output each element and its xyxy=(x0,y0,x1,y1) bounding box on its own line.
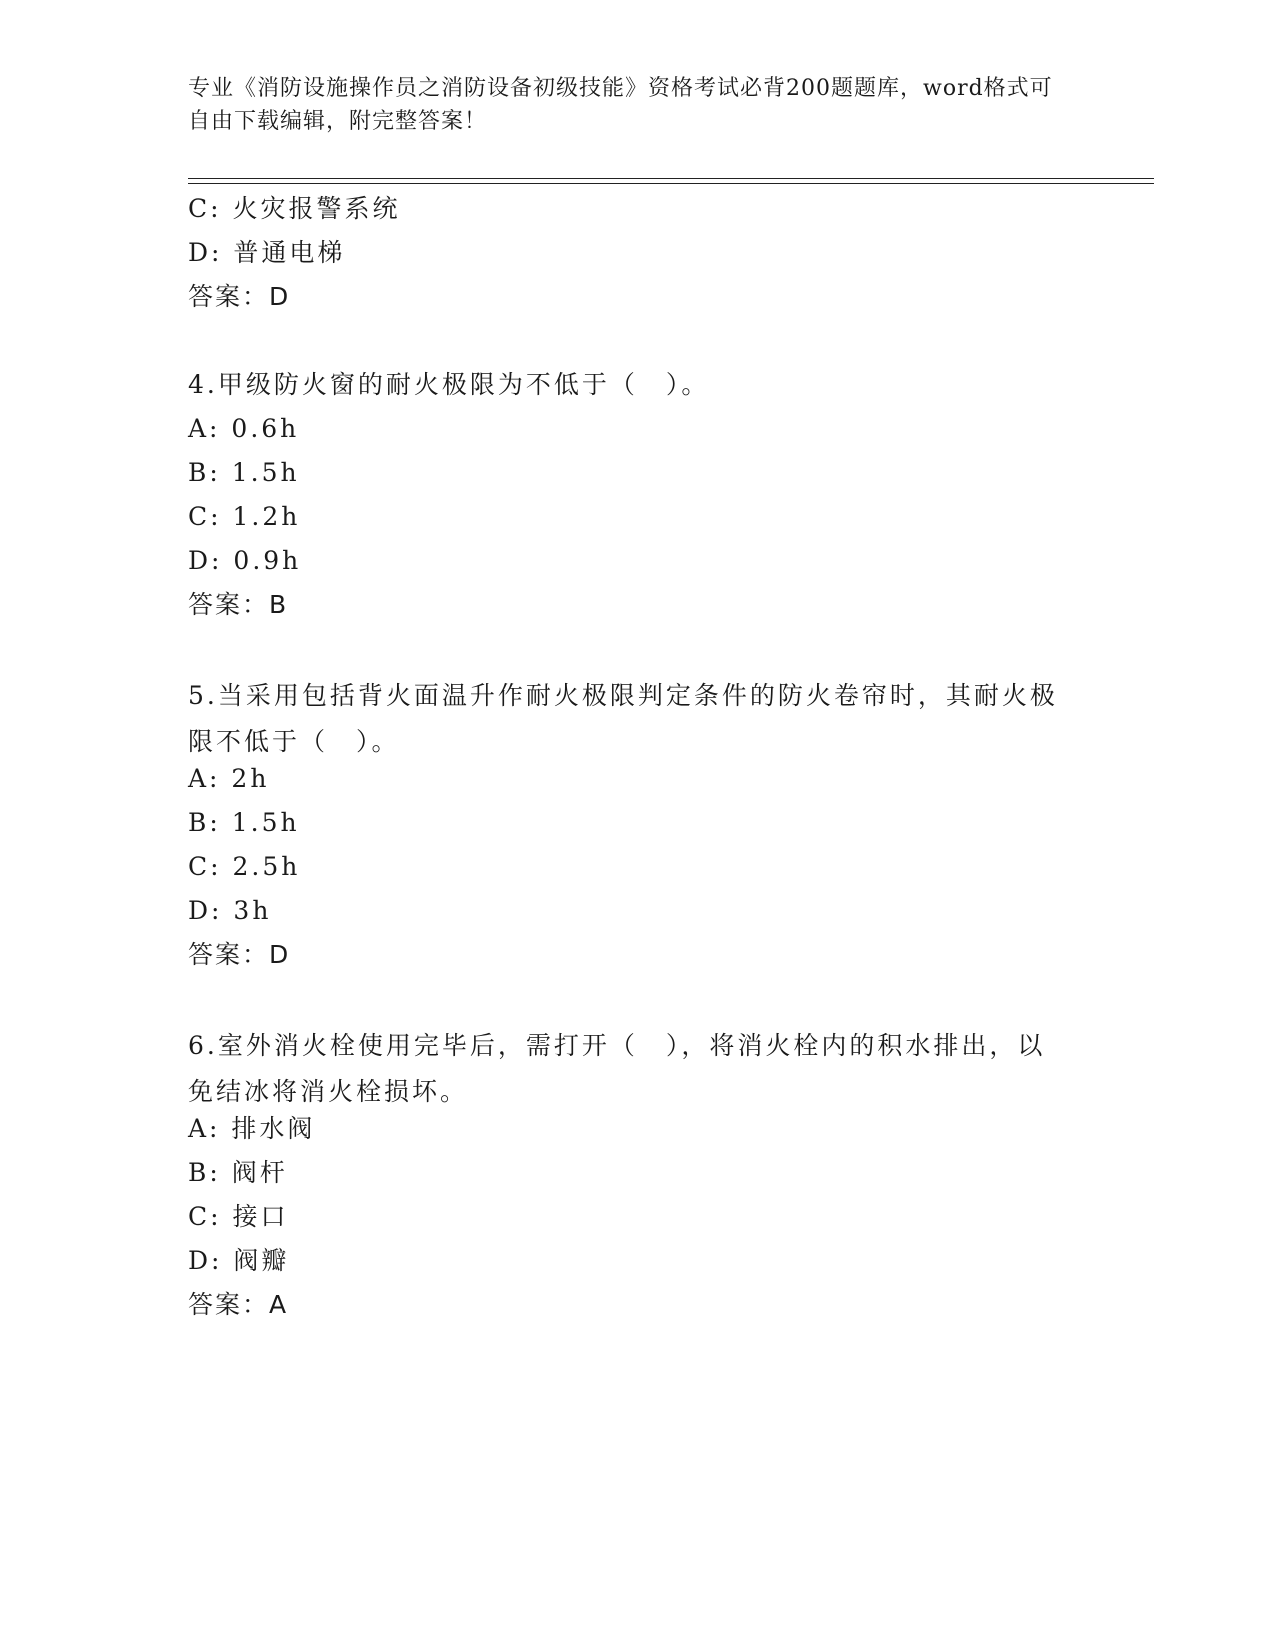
q4-answer: 答案：B xyxy=(188,590,289,619)
q5-option-a: A: 2h xyxy=(188,764,270,793)
q4-option-c: C: 1.2h xyxy=(188,502,301,531)
q5-option-b: B: 1.5h xyxy=(188,808,300,837)
q6-option-c: C: 接口 xyxy=(188,1202,289,1231)
q5-option-c: C: 2.5h xyxy=(188,852,301,881)
prev-option-d: D: 普通电梯 xyxy=(188,238,346,267)
prev-option-c: C: 火灾报警系统 xyxy=(188,194,401,223)
q6-option-a: A: 排水阀 xyxy=(188,1114,316,1143)
q5-option-d: D: 3h xyxy=(188,896,272,925)
q6-option-d: D: 阀瓣 xyxy=(188,1246,290,1275)
q6-stem: 6.室外消火栓使用完毕后，需打开（ ），将消火栓内的积水排出，以免结冰将消火栓损坏。 xyxy=(188,1031,1046,1106)
q6-option-b: B: 阀杆 xyxy=(188,1158,288,1187)
header-rule-top xyxy=(188,178,1154,179)
q5-answer: 答案：D xyxy=(188,940,291,969)
document-header: 专业《消防设施操作员之消防设备初级技能》资格考试必背200题题库，word格式可自由下载编辑，附完整答案！ xyxy=(188,76,1053,134)
q4-option-a: A: 0.6h xyxy=(188,414,300,443)
q4-stem: 4.甲级防火窗的耐火极限为不低于（ ）。 xyxy=(188,370,710,399)
q5-stem: 5.当采用包括背火面温升作耐火极限判定条件的防火卷帘时，其耐火极限不低于（ ）。 xyxy=(188,681,1058,756)
header-rule-bottom xyxy=(188,183,1154,184)
prev-answer: 答案：D xyxy=(188,282,291,311)
q4-option-d: D: 0.9h xyxy=(188,546,302,575)
q4-option-b: B: 1.5h xyxy=(188,458,300,487)
q6-answer: 答案：A xyxy=(188,1290,289,1319)
